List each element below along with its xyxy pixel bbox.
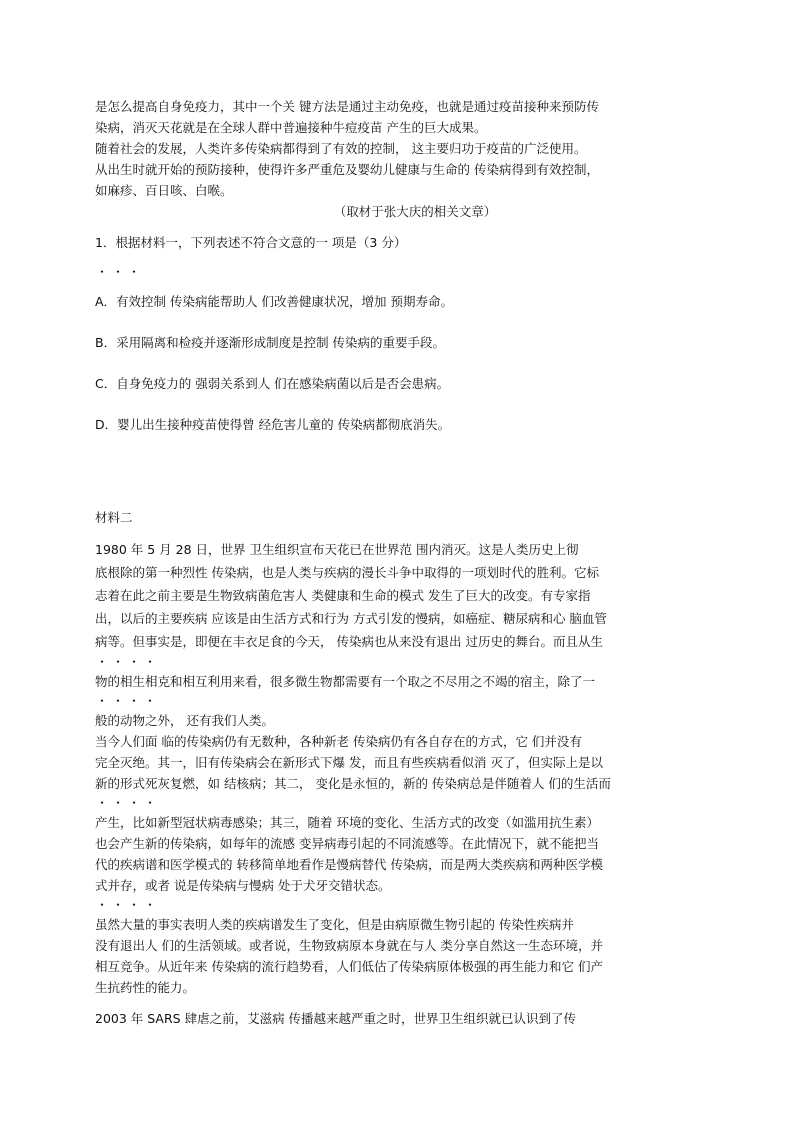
emphasis-dots: ・・・・ [96,655,161,669]
text-line: 志着在此之前主要是生物致病菌危害人 类健康和生命的模式 发生了巨大的改变。有专家指 [95,588,591,603]
material2 [95,507,715,1029]
text-line: 1980 年 5 月 28 日，世界 卫生组织宣布天花已在世界范 围内消灭。这是人类历史上彻 [95,542,579,557]
option-c: C．自身免疫力的 强弱关系到人 们在感染病菌以后是否会患病。 [95,376,450,391]
emphasis-dots: ・・・・ [96,694,161,708]
material1-tail [95,96,715,222]
text-line: 染病，消灭天花就是在全球人群中普遍接种牛痘疫苗 产生的巨大成果。 [95,120,487,135]
emphasis-dots: ・・・・ [96,796,161,810]
paragraph [95,710,715,794]
text-line: 底根除的第一种烈性 传染病，也是人类与疾病的漫长斗争中取得的一项划时代的胜利。它标 [95,565,599,580]
text-line: 虽然大量的事实表明人类的疾病谱发生了变化，但是由病原微生物引起的 传染性疾病并 [95,917,574,932]
emphasis-dots: ・・・ [96,265,145,279]
text-line: 生抗药性的能力。 [95,980,196,995]
text-line: 是怎么提高自身免疫力，其中一个关 键方法是通过主动免疫，也就是通过疫苗接种来预防传 [95,99,599,114]
paragraph [95,538,715,653]
option-d: D．婴儿出生接种疫苗使得曾 经危害儿童的 传染病都彻底消失。 [95,417,451,432]
question-stem: 1．根据材料一，下列表述不符合文意的一 项是（3 分） [95,235,407,250]
text-line: 物的相生相克和相互利用来看，很多微生物都需要有一个取之不尽用之不竭的宿主，除了一 [95,674,596,689]
source-citation: （取材于张大庆的相关文章） [333,204,497,219]
option-b: B．采用隔离和检疫并逐渐形成制度是控制 传染病的重要手段。 [95,335,446,350]
document-page [95,96,715,1029]
emphasis-dots: ・・・・ [96,898,161,912]
text-line: 完全灭绝。其一，旧有传染病会在新形式下爆 发，而且有些疾病看似消 灭了，但实际上是以 [95,755,603,770]
text-line: 如麻疹、百日咳、白喉。 [95,183,233,198]
paragraph [95,812,715,896]
text-line: 相互竞争。从近年来 传染病的流行趋势看，人们低估了传染病原体极强的再生能力和它 们产 [95,959,603,974]
text-line: 当今人们面 临的传染病仍有无数种，各种新老 传染病仍有各自存在的方式，它 们并没有 [95,734,582,749]
text-line: 新的形式死灰复燃，如 结核病；其二， 变化是永恒的，新的 传染病总是伴随着人 们的生活而 [95,776,611,791]
option-a: A．有效控制 传染病能帮助人 们改善健康状况，增加 预期寿命。 [95,294,453,309]
text-line: 也会产生新的传染病，如每年的流感 变异病毒引起的不同流感等。在此情况下，就不能把当 [95,836,599,851]
text-line: 代的疾病谱和医学模式的 转移简单地看作是慢病替代 传染病，而是两大类疾病和两种医学模 [95,857,603,872]
section-heading: 材料二 [95,510,133,525]
text-line: 2003 年 SARS 肆虐之前，艾滋病 传播越来越严重之时，世界卫生组织就已认识到了传 [95,1011,577,1026]
text-line: 从出生时就开始的预防接种，使得许多严重危及婴幼儿健康与生命的 传染病得到有效控制， [95,162,599,177]
text-line: 随着社会的发展，人类许多传染病都得到了有效的控制， 这主要归功于疫苗的广泛使用。 [95,141,587,156]
text-line: 产生，比如新型冠状病毒感染；其三，随着 环境的变化、生活方式的改变（如滥用抗生素） [95,815,599,830]
text-line: 般的动物之外， 还有我们人类。 [95,713,274,728]
text-line: 没有退出人 们的生活领域。或者说，生物致病原本身就在与人 类分享自然这一生态环境，并 [95,938,603,953]
question-1 [95,232,715,435]
text-line: 式并存，或者 说是传染病与慢病 处于犬牙交错状态。 [95,878,391,893]
paragraph [95,914,715,998]
text-line: 病等。但事实是，即便在丰衣足食的今天， 传染病也从来没有退出 过历史的舞台。而且从生 [95,634,603,649]
text-line: 出，以后的主要疾病 应该是由生活方式和行为 方式引发的慢病，如癌症、糖尿病和心 脑血管 [95,611,607,626]
